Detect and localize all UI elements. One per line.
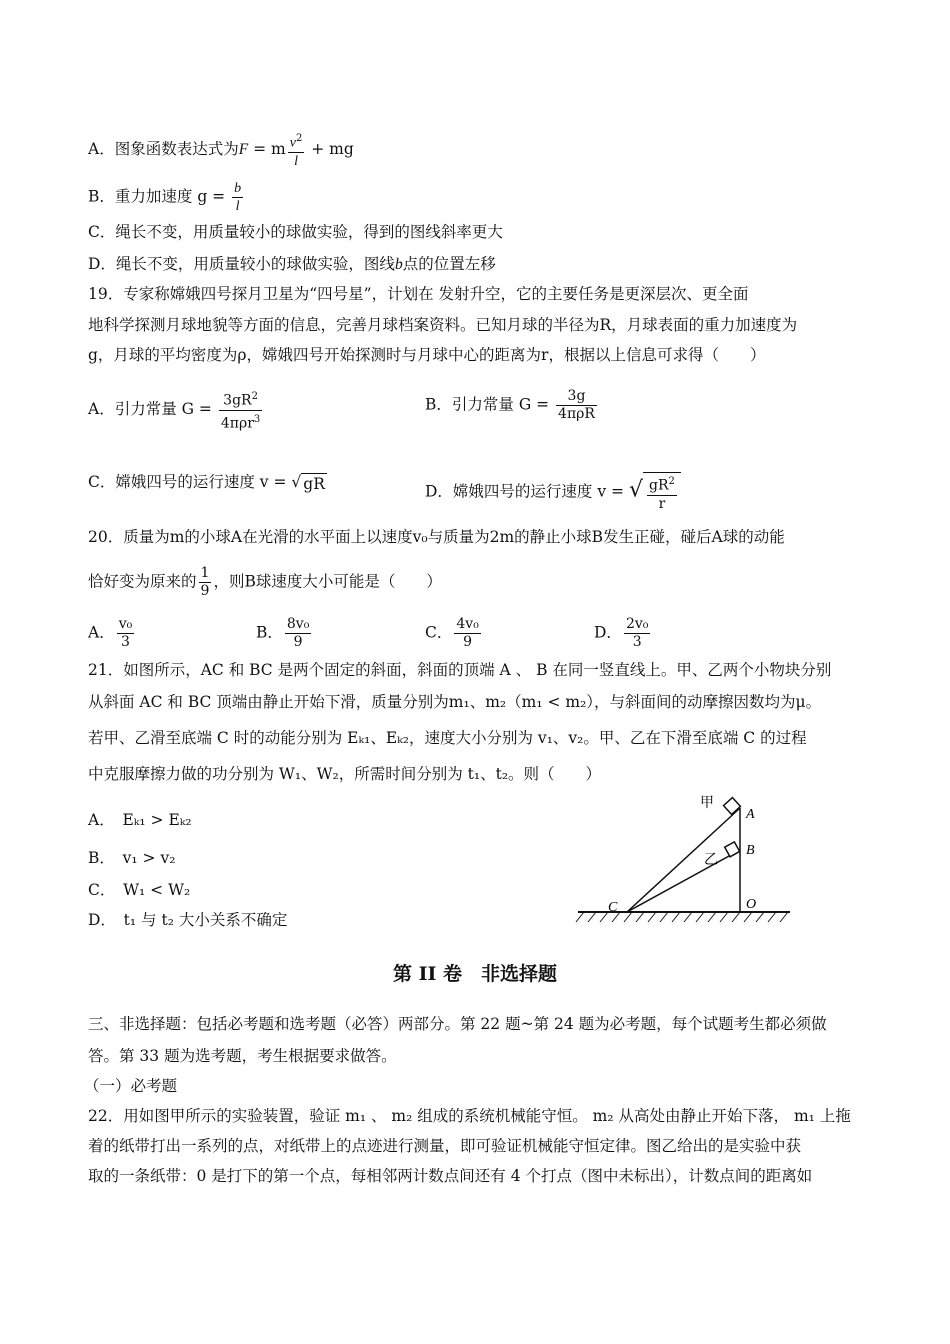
- q19-option-c: [88, 472, 327, 494]
- q20-line2: [88, 565, 442, 600]
- q19-a-fraction: [219, 388, 262, 432]
- q18-a-num: v: [289, 135, 296, 151]
- q20-c-label: C．: [425, 623, 453, 642]
- q19-line1: 19．专家称嫦娥四号探月卫星为“四号星”，计划在 发射升空，它的主要任务是更深层次、更全面: [88, 285, 749, 303]
- q18-d-suffix: 点的位置左移: [402, 255, 496, 273]
- q21-option-d: D． t₁ 与 t₂ 大小关系不确定: [88, 911, 288, 929]
- q19-option-a: [88, 388, 264, 432]
- q18-a-fraction: [288, 130, 305, 170]
- q19-c-root: gR: [303, 474, 325, 493]
- q18-d-prefix: D．绳长不变，用质量较小的球做实验，图线: [88, 255, 395, 273]
- q18-a-text: A．图象函数表达式为: [88, 139, 239, 158]
- q19-a-num-sup: 2: [251, 391, 258, 402]
- q21-option-b: B． v₁ > v₂: [88, 849, 176, 867]
- label-o: O: [746, 897, 757, 912]
- q19-option-b: [425, 388, 599, 423]
- q20-d-num: 2v₀: [625, 616, 649, 632]
- q21-line2: 从斜面 AC 和 BC 顶端由静止开始下滑，质量分别为m₁、m₂（m₁ < m₂），与斜面间的动摩擦因数均为μ。: [88, 693, 822, 711]
- incline-diagram: [570, 790, 800, 930]
- q19-d-fraction: [647, 473, 677, 513]
- q21-option-c: C． W₁ < W₂: [88, 881, 191, 899]
- q22-line2: 着的纸带打出一系列的点，对纸带上的点迹进行测量，即可验证机械能守恒定律。图乙给出的是实验中获: [88, 1137, 802, 1155]
- q19-d-den: r: [658, 495, 666, 512]
- q19-line2: 地科学探测月球地貌等方面的信息，完善月球档案资料。已知月球的半径为R，月球表面的重力加速度为: [88, 316, 798, 334]
- q18-b-fraction: [232, 180, 243, 215]
- q19-a-den-sup: 3: [253, 413, 261, 425]
- q18-a-eq: = m: [248, 139, 286, 158]
- q19-a-num: 3gR: [223, 392, 252, 409]
- q20-d-fraction: [624, 616, 650, 651]
- q20-c-fraction: [454, 616, 480, 651]
- q18-a-tail: + mg: [306, 139, 354, 158]
- q20-option-d: [594, 616, 652, 651]
- q20-line1: 20．质量为m的小球A在光滑的水平面上以速度v₀与质量为2m的静止小球B发生正碰，碰后A球的动能: [88, 528, 785, 546]
- q20-line2-prefix: 恰好变为原来的: [88, 572, 197, 591]
- q20-line2-den: 9: [200, 583, 210, 599]
- q21-line1: 21．如图所示，AC 和 BC 是两个固定的斜面，斜面的顶端 A 、 B 在同一竖直线上。甲、乙两个小物块分别: [88, 661, 832, 679]
- sqrt-icon: √: [291, 473, 302, 491]
- q20-line2-num: 1: [200, 565, 210, 581]
- label-yi: 乙: [704, 853, 718, 868]
- q20-b-label: B．: [256, 623, 283, 642]
- q19-option-d: [425, 472, 681, 513]
- section-line1: 三、非选择题：包括必考题和选考题（必答）两部分。第 22 题~第 24 题为必考题，每个试题考生都必须做: [88, 1015, 827, 1033]
- q20-a-fraction: [117, 616, 135, 651]
- q18-option-d: [88, 254, 496, 275]
- q19-d-num: gR: [648, 477, 669, 494]
- q20-c-num: 4v₀: [456, 616, 479, 632]
- q19-a-den: 4πρr: [220, 415, 254, 432]
- label-a: A: [746, 807, 755, 822]
- q18-b-den: l: [235, 199, 240, 214]
- q19-d-num-sup: 2: [668, 476, 675, 487]
- q19-b-fraction: [556, 388, 597, 423]
- q19-b-num: 3g: [556, 388, 597, 406]
- label-b: B: [746, 843, 755, 858]
- q20-c-den: 9: [463, 634, 473, 650]
- q18-d-b: b: [394, 256, 403, 273]
- q18-b-num: b: [234, 181, 242, 196]
- q20-option-c: [425, 616, 483, 651]
- block-yi: [725, 842, 740, 857]
- q18-option-b: [88, 180, 245, 215]
- q21-option-a: A． Eₖ₁ > Eₖ₂: [88, 811, 192, 829]
- q20-line2-fraction: [199, 565, 212, 600]
- q20-a-label: A．: [88, 623, 115, 642]
- q20-a-den: 3: [121, 634, 130, 650]
- q18-option-a: [88, 130, 354, 170]
- q18-a-F: F: [238, 140, 249, 158]
- q19-c-prefix: C．嫦娥四号的运行速度 v =: [88, 473, 292, 491]
- q20-option-a: [88, 616, 136, 651]
- q20-d-den: 3: [632, 634, 642, 650]
- q19-line3: g，月球的平均密度为ρ，嫦娥四号开始探测时与月球中心的距离为r，根据以上信息可求得（ ）: [88, 346, 766, 364]
- q18-option-c: C．绳长不变，用质量较小的球做实验，得到的图线斜率更大: [88, 223, 503, 241]
- q20-option-b: [256, 616, 313, 651]
- q22-line3: 取的一条纸带：0 是打下的第一个点，每相邻两计数点间还有 4 个打点（图中未标出），计数点间的距离如: [88, 1167, 813, 1185]
- q22-line1: 22．用如图甲所示的实验装置，验证 m₁ 、 m₂ 组成的系统机械能守恒。 m₂ 从高处由静止开始下落， m₁ 上拖: [88, 1107, 851, 1125]
- q18-b-text: B．重力加速度 g =: [88, 187, 231, 206]
- q21-line4: 中克服摩擦力做的功分别为 W₁、W₂，所需时间分别为 t₁、t₂。则（ ）: [88, 765, 602, 783]
- q20-b-den: 9: [293, 634, 303, 650]
- section-title: 第 II 卷 非选择题: [392, 963, 557, 985]
- label-c: C: [608, 900, 618, 915]
- q20-d-label: D．: [594, 623, 622, 642]
- q19-a-prefix: A．引力常量 G =: [88, 400, 217, 419]
- q20-b-num: 8v₀: [286, 616, 310, 632]
- q20-line2-suffix: ，则B球速度大小可能是（ ）: [213, 572, 442, 591]
- section-subheading: （一）必考题: [84, 1077, 178, 1095]
- q18-a-den: l: [294, 153, 298, 169]
- q19-d-prefix: D．嫦娥四号的运行速度 v =: [425, 482, 629, 501]
- sqrt-icon: √: [628, 477, 643, 503]
- section-line2: 答。第 33 题为选考题，考生根据要求做答。: [88, 1047, 397, 1065]
- q21-line3: 若甲、乙滑至底端 C 时的动能分别为 Eₖ₁、Eₖ₂，速度大小分别为 v₁、v₂。甲、乙在下滑至底端 C 的过程: [88, 729, 807, 747]
- q19-b-den: 4πρR: [558, 406, 595, 422]
- label-jia: 甲: [700, 796, 714, 811]
- block-jia: [724, 798, 741, 815]
- q20-a-num: v₀: [118, 616, 133, 632]
- q19-b-prefix: B．引力常量 G =: [425, 395, 555, 414]
- q18-a-num-sup: 2: [295, 133, 303, 144]
- q19-d-root: [643, 472, 681, 513]
- q20-b-fraction: [285, 616, 311, 651]
